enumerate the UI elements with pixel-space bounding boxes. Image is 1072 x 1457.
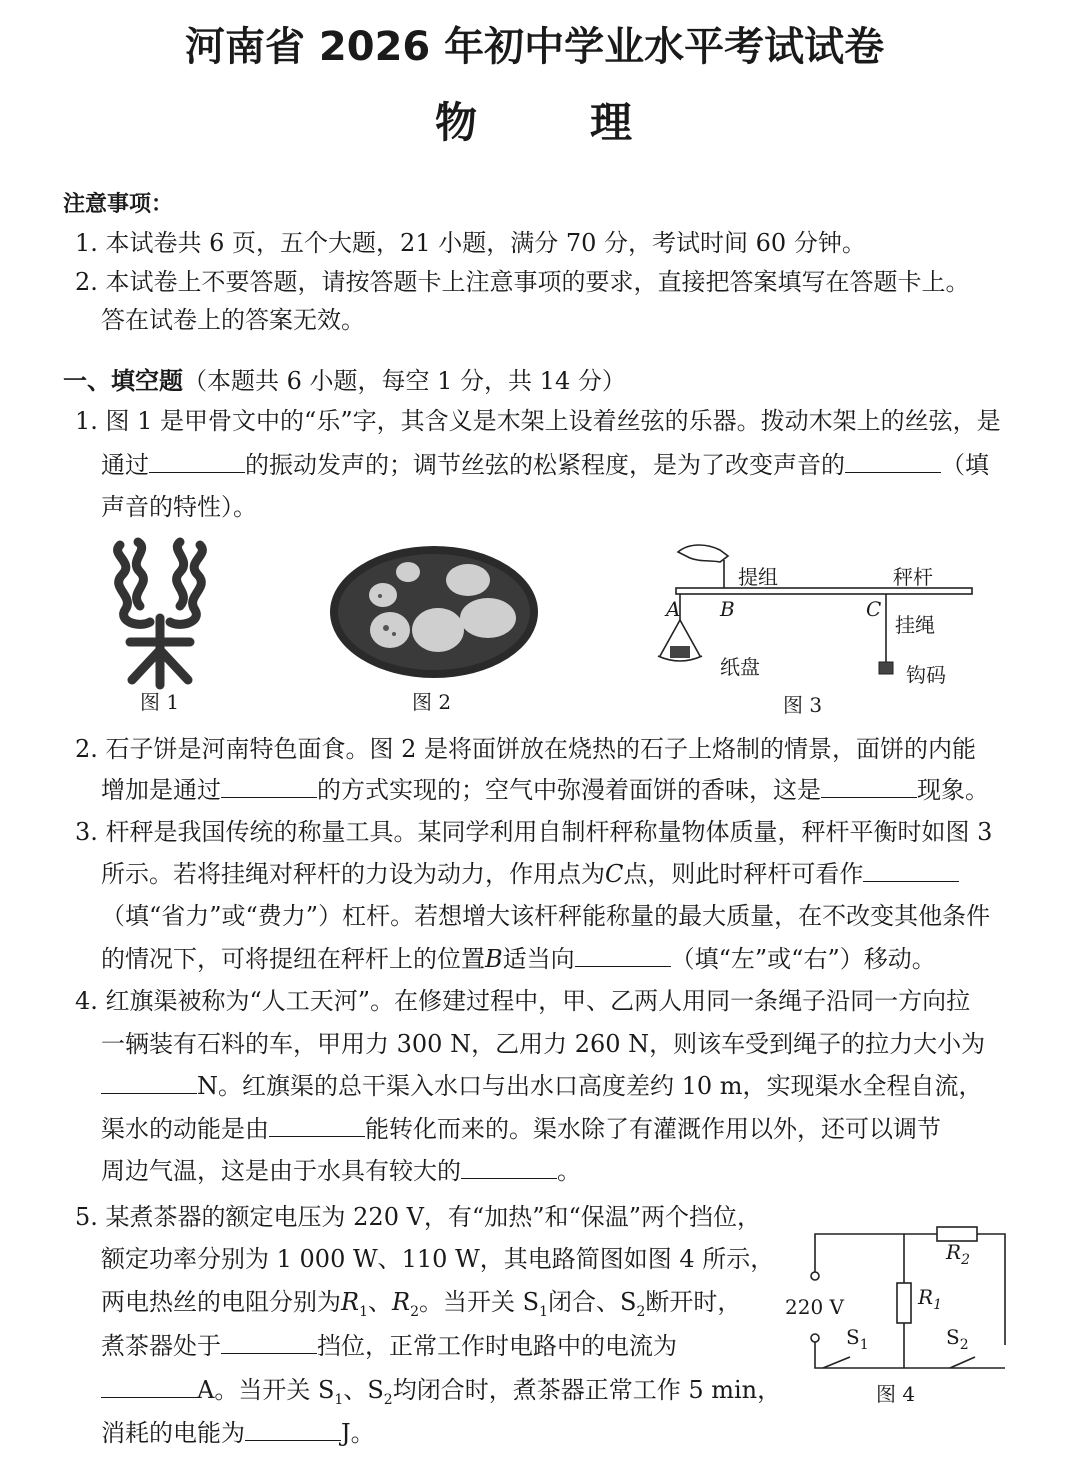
q5-line-1: 5. 某煮茶器的额定电压为 220 V，有“加热”和“保温”两个挡位， xyxy=(75,1203,762,1231)
fig4-label-r2: $R_2$ xyxy=(946,1240,970,1268)
q4-text-b: 渠水的动能是由 xyxy=(101,1115,269,1143)
q5-text-g: A。当开关 S xyxy=(197,1376,335,1404)
q3-point-b: B xyxy=(485,945,503,973)
q2-text-c: 现象。 xyxy=(917,776,989,804)
figure-4-caption: 图 4 xyxy=(876,1382,916,1406)
exam-title: 河南省 2026 年初中学业水平考试试卷 xyxy=(185,24,885,70)
q5-text-b: 。当开关 S xyxy=(419,1288,540,1316)
q5-r1: R xyxy=(341,1288,360,1316)
q5-s2b-sub: 2 xyxy=(383,1391,393,1408)
q5-line-4 xyxy=(101,1331,677,1361)
section-1-heading xyxy=(63,366,626,396)
q1-text-b: 的振动发声的；调节丝弦的松紧程度，是为了改变声音的 xyxy=(245,451,845,479)
q3-line-1: 3. 杆秤是我国传统的称量工具。某同学利用自制杆秤称量物体质量，秤杆平衡时如图 3 xyxy=(75,818,993,846)
q2-line-2 xyxy=(101,775,989,805)
q4-line-3 xyxy=(101,1071,983,1101)
q3-line-3: （填“省力”或“费力”）杠杆。若想增大该杆秤能称量的最大质量，在不改变其他条件 xyxy=(101,902,991,930)
fig4-label-s1: $S_1$ xyxy=(846,1325,869,1353)
fig3-label-guasheng: 挂绳 xyxy=(895,613,935,637)
q4-text-c: 能转化而来的。渠水除了有灌溉作用以外，还可以调节 xyxy=(365,1115,941,1143)
figure-3-caption: 图 3 xyxy=(783,693,823,717)
q5-text-d: 断开时， xyxy=(645,1288,742,1316)
q4-text-a: N。红旗渠的总干渠入水口与出水口高度差约 10 m，实现渠水全程自流， xyxy=(197,1072,983,1100)
notice-item-2-line-2: 答在试卷上的答案无效。 xyxy=(101,306,365,334)
q4-line-2: 一辆装有石料的车，甲用力 300 N，乙用力 260 N，则该车受到绳子的拉力大小为 xyxy=(101,1030,986,1058)
q5-text-c: 闭合、S xyxy=(548,1288,637,1316)
subject-char-2: 理 xyxy=(590,98,633,147)
q5-sep: 、 xyxy=(368,1288,392,1316)
q4-line-5 xyxy=(101,1156,581,1186)
q5-r1-sub: 1 xyxy=(359,1303,368,1320)
answer-blank[interactable] xyxy=(221,775,317,798)
answer-blank[interactable] xyxy=(221,1331,317,1354)
figure-1-oracle-character xyxy=(100,530,220,690)
q5-r2-sub: 2 xyxy=(410,1303,419,1320)
answer-blank[interactable] xyxy=(863,859,959,882)
q4-line-4 xyxy=(101,1114,941,1144)
figure-1-caption: 图 1 xyxy=(140,690,180,714)
q2-line-1: 2. 石子饼是河南特色面食。图 2 是将面饼放在烧热的石子上烙制的情景，面饼的内能 xyxy=(75,735,977,763)
fig3-label-chenggan: 秤杆 xyxy=(893,565,933,589)
answer-blank[interactable] xyxy=(149,450,245,473)
q4-text-d: 周边气温，这是由于水具有较大的 xyxy=(101,1157,461,1185)
q3-text-b: 点，则此时秤杆可看作 xyxy=(623,860,864,888)
q5-text-h: 、S xyxy=(343,1376,384,1404)
q3-text-d: 适当向 xyxy=(502,945,575,973)
q5-text-a: 两电热丝的电阻分别为 xyxy=(101,1288,341,1316)
q2-text-b: 的方式实现的；空气中弥漫着面饼的香味，这是 xyxy=(317,776,821,804)
fig4-label-s2: $S_2$ xyxy=(946,1325,969,1353)
fig3-label-tizu: 提组 xyxy=(738,565,778,589)
fig3-label-C: C xyxy=(866,597,882,621)
q1-text-a: 通过 xyxy=(101,451,149,479)
section-1-title: 一、填空题 xyxy=(63,367,183,395)
answer-blank[interactable] xyxy=(821,775,917,798)
fig3-label-gouma: 钩码 xyxy=(906,663,946,687)
q5-s2-sub: 2 xyxy=(636,1303,646,1320)
q1-text-c: （填 xyxy=(941,451,989,479)
answer-blank[interactable] xyxy=(269,1114,365,1137)
answer-blank[interactable] xyxy=(101,1071,197,1094)
q5-text-j: 消耗的电能为 xyxy=(101,1419,245,1447)
q5-line-2: 额定功率分别为 1 000 W、110 W，其电路简图如图 4 所示， xyxy=(101,1245,775,1273)
answer-blank[interactable] xyxy=(461,1156,557,1179)
hand-icon xyxy=(678,545,728,562)
q2-text-a: 增加是通过 xyxy=(101,776,221,804)
notice-heading: 注意事项： xyxy=(63,192,174,217)
q1-line-3: 声音的特性）。 xyxy=(101,493,257,521)
q5-text-f: 挡位，正常工作时电路中的电流为 xyxy=(317,1332,677,1360)
fig4-label-r1: $R_1$ xyxy=(918,1285,942,1313)
q5-s1b-sub: 1 xyxy=(334,1391,344,1408)
q4-line-1: 4. 红旗渠被称为“人工天河”。在修建过程中，甲、乙两人用同一条绳子沿同一方向拉 xyxy=(75,987,971,1015)
q5-text-k: J。 xyxy=(341,1419,375,1447)
q3-point-c: C xyxy=(605,860,624,888)
q3-text-e: （填“左”或“右”）移动。 xyxy=(670,945,936,973)
q5-line-6 xyxy=(101,1418,375,1448)
q3-line-2 xyxy=(101,859,959,889)
fig3-label-B: B xyxy=(720,597,735,621)
q3-line-4 xyxy=(101,944,936,974)
q5-text-e: 煮茶器处于 xyxy=(101,1332,221,1360)
q5-line-3 xyxy=(101,1287,741,1327)
answer-blank[interactable] xyxy=(575,944,671,967)
answer-blank[interactable] xyxy=(101,1375,197,1398)
answer-blank[interactable] xyxy=(245,1418,341,1441)
q4-text-e: 。 xyxy=(557,1157,581,1185)
fig3-label-zhipan: 纸盘 xyxy=(720,655,760,679)
figure-2-caption: 图 2 xyxy=(412,690,452,714)
q1-line-2 xyxy=(101,450,989,480)
q5-line-5 xyxy=(101,1375,781,1415)
q5-s1-sub: 1 xyxy=(539,1303,548,1320)
answer-blank[interactable] xyxy=(845,450,941,473)
fig3-label-A: A xyxy=(666,597,681,621)
q3-text-c: 的情况下，可将提纽在秤杆上的位置 xyxy=(101,945,485,973)
section-1-note: （本题共 6 小题，每空 1 分，共 14 分） xyxy=(183,367,626,395)
q1-line-1: 1. 图 1 是甲骨文中的“乐”字，其含义是木架上设着丝弦的乐器。拨动木架上的丝弦，是 xyxy=(75,407,1001,435)
q3-text-a: 所示。若将挂绳对秤杆的力设为动力，作用点为 xyxy=(101,860,605,888)
notice-item-2-line-1: 2. 本试卷上不要答题，请按答题卡上注意事项的要求，直接把答案填写在答题卡上。 xyxy=(75,268,970,296)
notice-item-1: 1. 本试卷共 6 页，五个大题，21 小题，满分 70 分，考试时间 60 分钟。 xyxy=(75,229,866,257)
q5-r2: R xyxy=(392,1288,411,1316)
figure-2-stone-pancake xyxy=(328,540,540,680)
fig4-label-voltage: 220 V xyxy=(785,1295,844,1319)
q5-text-i: 均闭合时，煮茶器正常工作 5 min， xyxy=(392,1376,782,1404)
subject-char-1: 物 xyxy=(435,98,478,147)
